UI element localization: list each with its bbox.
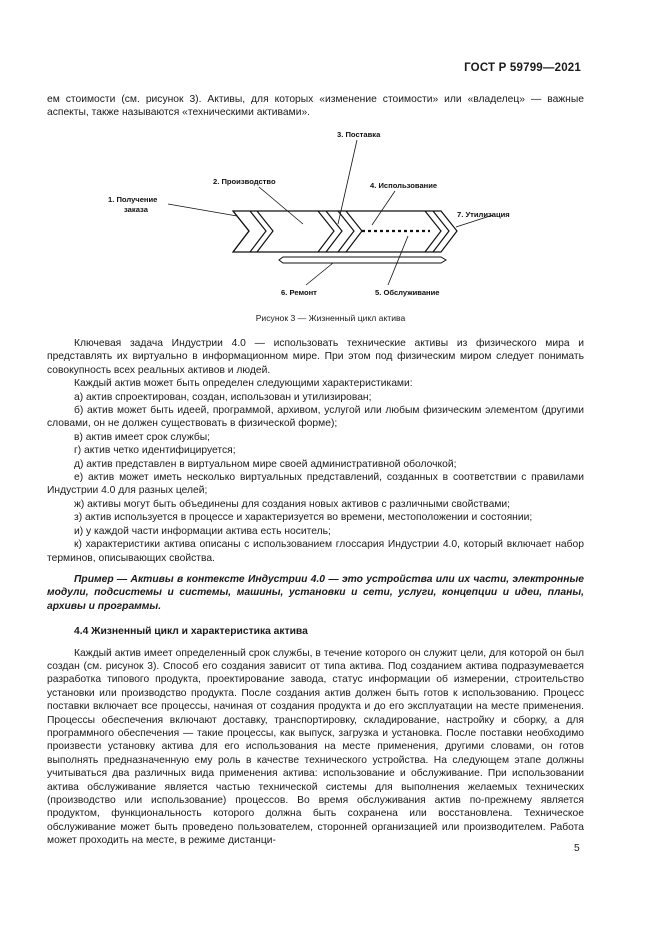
intro-paragraph: ем стоимости (см. рисунок 3). Активы, для которых «изменение стоимости» или «владелец» — важные аспекты, также называются «техническими активами». xyxy=(47,94,584,119)
list-item-i: и) у каждой части информации актива есть носитель; xyxy=(74,525,331,537)
pointer-repair xyxy=(306,263,333,285)
label-usage: 4. Использование xyxy=(370,181,438,190)
page-header: ГОСТ Р 59799—2021 xyxy=(464,62,581,74)
label-repair: 6. Ремонт xyxy=(281,288,317,297)
paragraph-characteristics: Каждый актив может быть определен следующими характеристиками: xyxy=(74,378,413,390)
label-delivery: 3. Поставка xyxy=(337,130,381,139)
figure-caption: Рисунок 3 — Жизненный цикл актива xyxy=(255,313,406,323)
repair-bar xyxy=(279,257,446,263)
lifecycle-diagram xyxy=(0,0,661,330)
pointer-order xyxy=(168,204,237,216)
label-order-2: заказа xyxy=(124,205,148,214)
list-item-k: к) характеристики актива описаны с использованием глоссария Индустрии 4.0, который включает набор терминов, описывающих свойства. xyxy=(47,539,584,564)
list-item-a: а) актив спроектирован, создан, использован и утилизирован; xyxy=(74,391,372,403)
label-order-1: 1. Получение xyxy=(108,195,158,204)
example-note: Пример — Активы в контексте Индустрии 4.0 — это устройства или их части, электронные модули, подсистемы и системы, машины, установки и сети, услуги, концепции и идеи, планы, архивы и программы. xyxy=(47,573,584,612)
label-disposal: 7. Утилизация xyxy=(457,210,510,219)
page-number: 5 xyxy=(574,843,580,854)
label-production: 2. Производство xyxy=(213,177,276,186)
section-heading: 4.4 Жизненный цикл и характеристика актива xyxy=(74,626,308,638)
list-item-zh: ж) активы могут быть объединены для создания новых активов с различными свойствами; xyxy=(74,498,511,510)
list-item-v: в) актив имеет срок службы; xyxy=(74,431,210,443)
label-service: 5. Обслуживание xyxy=(375,288,440,297)
list-item-d: д) актив представлен в виртуальном мире своей административной оболочкой; xyxy=(74,458,457,470)
section-body: Каждый актив имеет определенный срок службы, в течение которого он служит цели, для которой он был создан (см. рисунок 3). Способ его создания зависит от типа актива. Под созданием актива подразумевается разработка типового продукта, проектирование завода, статус информации об измерении, строительство установки или производство продукта. После создания актив должен быть готов к использованию. Процесс поставки включает все процессы, начиная от создания продукта и до его эксплуатации на месте применения. Процессы обеспечения включают доставку, транспортировку, складирование, настройку и сборку, а для программного обеспечения — такие процессы, как выпуск, загрузка и установка. После поставки необходимо произвести установку актива для его использования на месте применения, другими словами, он готов выполнять предназначенную ему роль в качестве технического устройства. На следующем этапе должны учитываться два различных вида применения актива: использование и обслуживание. При использовании актива обслуживание является частью технической системы для выполнения желаемых технических (производство или использование) процессов. Во время обслуживания актив по-прежнему является продуктом, функциональность которого должна быть сохранена или восстановлена. Техническое обслуживание может быть проведено пользователем, сторонней организацией или производителем. Работа может проходить на месте, в режиме дистанци- xyxy=(47,647,584,847)
list-item-g: г) актив четко идентифицируется; xyxy=(74,445,236,457)
list-item-b: б) актив может быть идеей, программой, архивом, услугой или любым физическим элементом (другими словами, он не должен существовать в физической форме); xyxy=(47,405,584,430)
paragraph-task: Ключевая задача Индустрии 4.0 — использовать технические активы из физического мира и представлять их виртуально в информационном мире. При этом под физическим миром следует понимать совокупность всех реальных активов и людей. xyxy=(47,338,584,376)
list-item-z: з) актив используется в процессе и характеризуется во времени, местоположении и состоянии; xyxy=(74,512,533,524)
list-item-e: е) актив может иметь несколько виртуальных представлений, созданных в соответствии с правилами Индустрии 4.0 для разных целей; xyxy=(47,472,584,497)
main-text xyxy=(47,337,584,848)
